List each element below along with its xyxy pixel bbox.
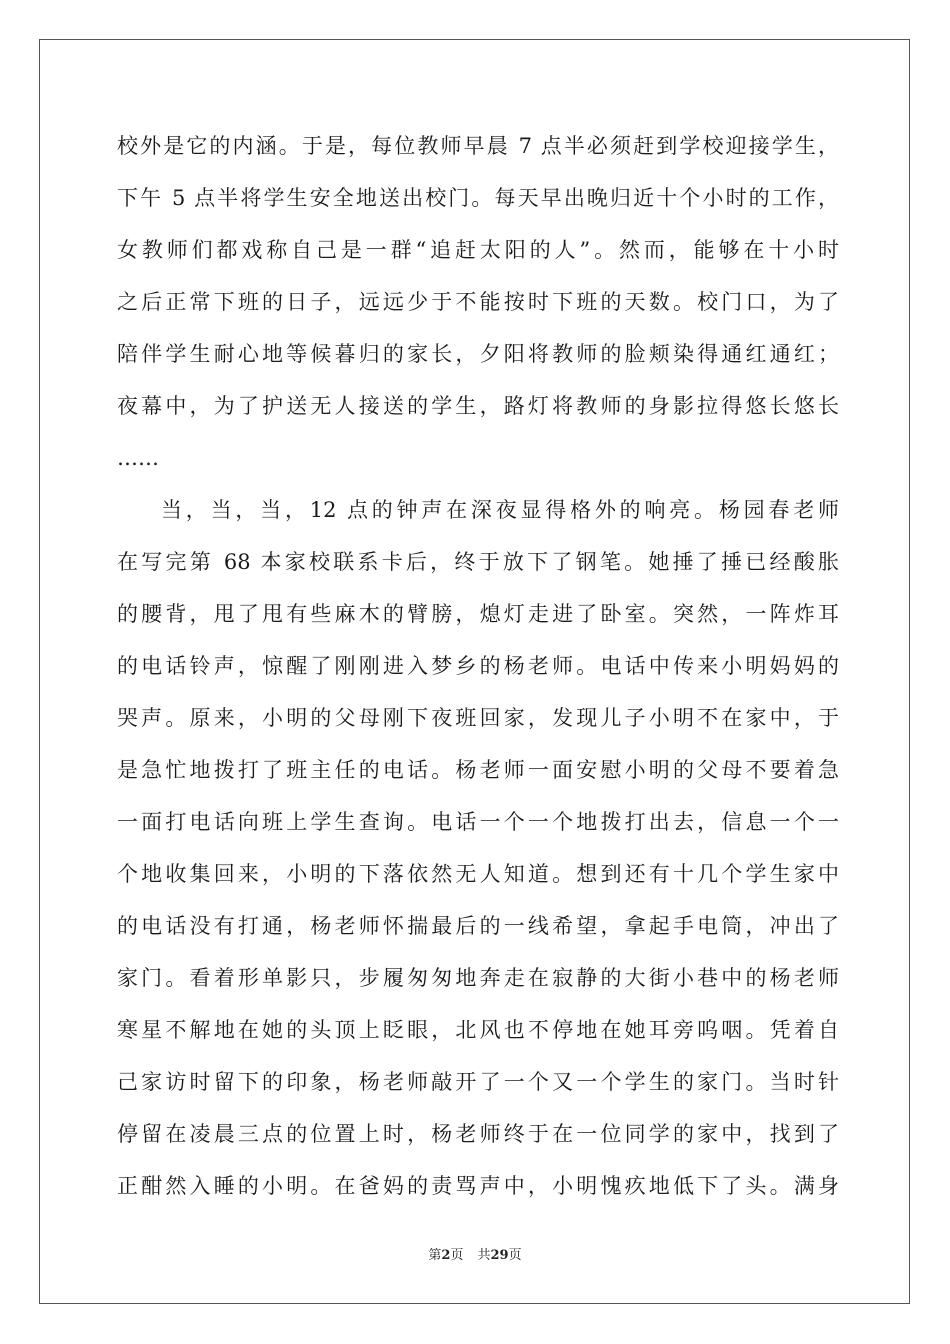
text-line: 女教师们都戏称自己是一群“追赶太阳的人”。然而，能够在十小时 [117, 238, 839, 262]
text-line: 校外是它的内涵。于是，每位教师早晨 7 点半必须赶到学校迎接学生， [117, 134, 839, 158]
text-line: 家门。看着形单影只，步履匆匆地奔走在寂静的大街小巷中的杨老师 [117, 966, 839, 990]
total-pages: 29 [490, 1248, 509, 1263]
paragraph-first-line: 当，当，当，12 点的钟声在深夜显得格外的响亮。杨园春老师 [161, 498, 839, 522]
text-line: 下午 5 点半将学生安全地送出校门。每天早出晚归近十个小时的工作， [117, 186, 839, 210]
text-line: 寒星不解地在她的头顶上眨眼，北风也不停地在她耳旁呜咽。凭着自 [117, 1018, 839, 1042]
text-line: 哭声。原来，小明的父母刚下夜班回家，发现儿子小明不在家中，于 [117, 706, 839, 730]
text-line: 夜幕中，为了护送无人接送的学生，路灯将教师的身影拉得悠长悠长 [117, 394, 839, 418]
text-line: 正酣然入睡的小明。在爸妈的责骂声中，小明愧疚地低下了头。满身 [117, 1174, 839, 1198]
page-suffix: 页 [450, 1248, 464, 1263]
text-line: 己家访时留下的印象，杨老师敲开了一个又一个学生的家门。当时针 [117, 1070, 839, 1094]
text-line: 在写完第 68 本家校联系卡后，终于放下了钢笔。她捶了捶已经酸胀 [117, 550, 839, 574]
text-line: 的电话没有打通，杨老师怀揣最后的一线希望，拿起手电筒，冲出了 [117, 914, 839, 938]
page-number: 2 [441, 1248, 451, 1263]
text-line: 的腰背，甩了甩有些麻木的臂膀，熄灯走进了卧室。突然，一阵炸耳 [117, 602, 839, 626]
text-line: 是急忙地拨打了班主任的电话。杨老师一面安慰小明的父母不要着急 [117, 758, 839, 782]
total-prefix: 共 [477, 1248, 491, 1263]
text-line: 个地收集回来，小明的下落依然无人知道。想到还有十几个学生家中 [117, 862, 839, 886]
total-suffix: 页 [508, 1248, 522, 1263]
text-line: 陪伴学生耐心地等候暮归的家长，夕阳将教师的脸颊染得通红通红； [117, 342, 839, 366]
text-line: …… [117, 446, 159, 470]
text-line: 的电话铃声，惊醒了刚刚进入梦乡的杨老师。电话中传来小明妈妈的 [117, 654, 839, 678]
text-line: 一面打电话向班上学生查询。电话一个一个地拨打出去，信息一个一 [117, 810, 839, 834]
page-footer [0, 1244, 950, 1263]
text-line: 停留在凌晨三点的位置上时，杨老师终于在一位同学的家中，找到了 [117, 1122, 839, 1146]
page-prefix: 第 [428, 1248, 442, 1263]
body-text [117, 120, 839, 1212]
text-line: 之后正常下班的日子，远远少于不能按时下班的天数。校门口，为了 [117, 290, 839, 314]
